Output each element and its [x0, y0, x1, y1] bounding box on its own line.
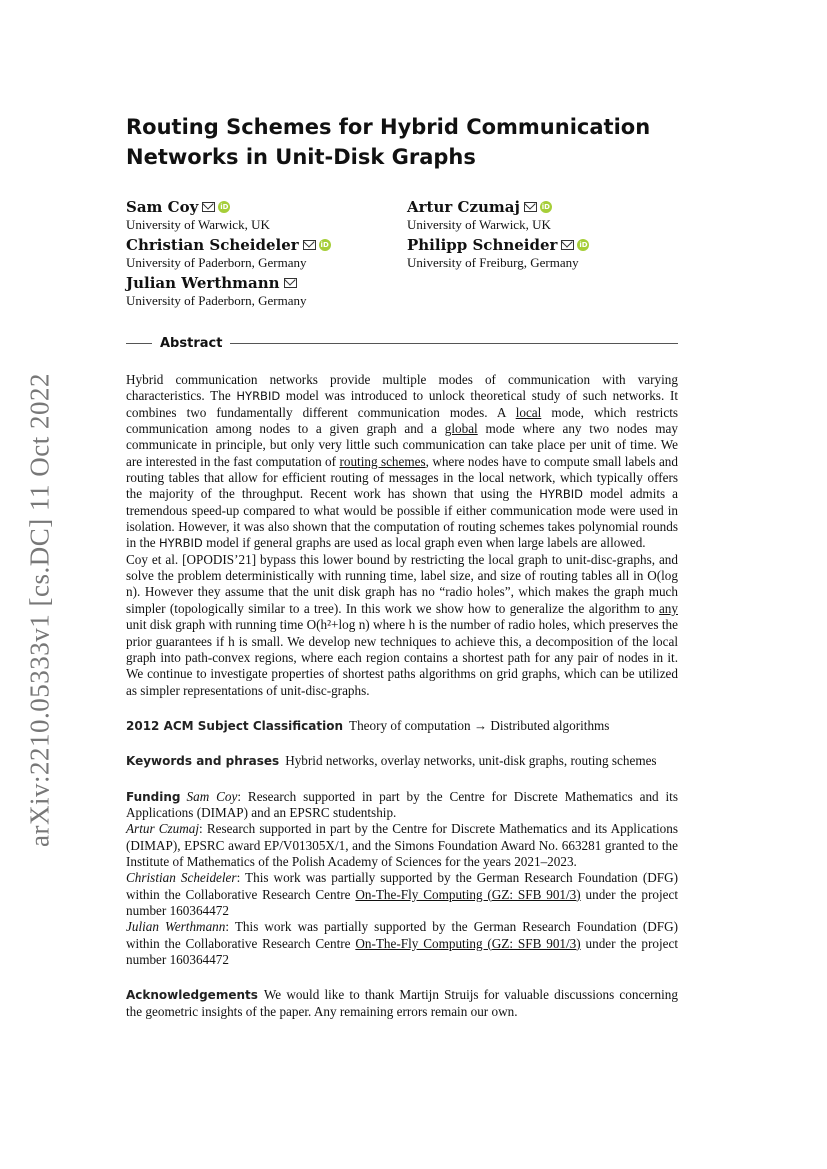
arxiv-identifier: arXiv:2210.05333v1 [cs.DC] 11 Oct 2022	[24, 373, 55, 847]
envelope-icon[interactable]	[303, 240, 316, 250]
author-entry	[126, 274, 307, 309]
author-name: Philipp Schneider	[407, 236, 558, 254]
orcid-icon[interactable]: iD	[541, 203, 550, 211]
divider	[230, 343, 678, 344]
author-affiliation: University of Paderborn, Germany	[126, 293, 307, 308]
acknowledgements	[126, 987, 678, 1020]
abstract-paragraph: Coy et al. [OPODIS’21] bypass this lower bound by restricting the local graph to unit-disc-graphs, and solve the problem deterministically with running time, label size, and size of routing tables all in O(log n). However they assume that the unit disk graph has no “radio holes”, which makes the graph much simpler (topologically similar to a tree). In this work we show how to generalize the algorithm to any unit disk graph with running time O(h²+log n) where h is the number of radio holes, which preserves the prior guarantees if h is small. We develop new techniques to achieve this, a decomposition of the local graph into path-convex regions, where each region contains a shortest path for any pair of nodes in it. We continue to investigate properties of shortest paths algorithms on grid graphs, which can be utilized as simpler representations of unit-disc-graphs.	[126, 551, 678, 698]
paper-title: Routing Schemes for Hybrid Communication Networks in Unit-Disk Graphs	[126, 115, 651, 169]
author-entry	[126, 198, 270, 233]
orcid-icon[interactable]: iD	[220, 203, 229, 211]
paper-page	[126, 112, 678, 1020]
otf-link[interactable]: On-The-Fly Computing (GZ: SFB 901/3)	[355, 886, 581, 902]
model-name: HYRBID	[158, 536, 203, 551]
abstract-heading	[126, 336, 678, 351]
abstract-body	[126, 372, 678, 699]
author-affiliation: University of Warwick, UK	[126, 217, 270, 232]
acm-classification	[126, 718, 678, 734]
keywords	[126, 753, 678, 769]
model-name: HYRBID	[236, 389, 281, 404]
author-affiliation: University of Paderborn, Germany	[126, 255, 307, 270]
author-affiliation: University of Warwick, UK	[407, 217, 551, 232]
author-entry	[126, 236, 331, 271]
keywords-text: Hybrid networks, overlay networks, unit-disk graphs, routing schemes	[285, 753, 657, 769]
acm-text: Theory of computation → Distributed algorithms	[349, 717, 610, 733]
funding-entry: Artur Czumaj: Research supported in part by the Centre for Discrete Mathematics and its Applications (DIMAP), EPSRC award EP/V01305X/1, and the Simons Foundation Award No. 663281 granted to the Institute of Mathematics of the Polish Academy of Sciences for the years 2021–2023.	[126, 821, 678, 869]
funding-entry: Julian Werthmann: This work was partially supported by the German Research Foundation (DFG) within the Collaborative Research Centre On-The-Fly Computing (GZ: SFB 901/3) under the project number 160364472	[126, 919, 678, 967]
envelope-icon[interactable]	[202, 202, 215, 212]
author-block	[126, 198, 678, 316]
acm-label: 2012 ACM Subject Classification	[126, 718, 344, 733]
funding-section	[126, 789, 678, 969]
author-affiliation: University of Freiburg, Germany	[407, 255, 579, 270]
arxiv-sidebar	[20, 360, 60, 860]
envelope-icon[interactable]	[561, 240, 574, 250]
keywords-label: Keywords and phrases	[126, 754, 280, 769]
funding-label: Funding	[126, 789, 181, 804]
envelope-icon[interactable]	[524, 202, 537, 212]
acknowledgements-label: Acknowledgements	[126, 988, 258, 1003]
orcid-icon[interactable]: iD	[320, 241, 329, 249]
model-name: HYRBID	[539, 487, 584, 502]
acknowledgements-text: We would like to thank Martijn Struijs for valuable discussions concerning the geometric insights of the paper. Any remaining errors remain our own.	[126, 987, 678, 1019]
otf-link[interactable]: On-The-Fly Computing (GZ: SFB 901/3)	[355, 935, 581, 951]
funding-entry: Christian Scheideler: This work was partially supported by the German Research Foundation (DFG) within the Collaborative Research Centre On-The-Fly Computing (GZ: SFB 901/3) under the project number 160364472	[126, 870, 678, 918]
divider	[126, 343, 152, 344]
author-entry	[407, 198, 552, 233]
author-name: Artur Czumaj	[407, 198, 520, 216]
author-entry	[407, 236, 589, 271]
author-name: Sam Coy	[126, 198, 199, 216]
abstract-label: Abstract	[160, 336, 223, 351]
funding-entry: Funding Sam Coy: Research supported in part by the Centre for Discrete Mathematics and its Applications (DIMAP) and an EPSRC studentship.	[126, 788, 678, 820]
author-name: Christian Scheideler	[126, 236, 299, 254]
envelope-icon[interactable]	[284, 278, 297, 288]
abstract-paragraph: Hybrid communication networks provide multiple modes of communication with varying characteristics. The HYRBID model was introduced to unlock theoretical study of such networks. It combines two fundamentally different communication modes. A local mode, which restricts communication among nodes to a given graph and a global mode where any two nodes may communicate in principle, but only very little such communication can take place per unit of time. We are interested in the fast computation of routing schemes, where nodes have to compute small labels and routing tables that allow for efficient routing of messages in the local network, which typically offers the majority of the throughput. Recent work has shown that using the HYRBID model admits a tremendous speed-up compared to what would be possible if either communication mode were used in isolation. However, it was also shown that the computation of routing schemes takes polynomial rounds in the HYRBID model if general graphs are used as local graph even when large labels are allowed.	[126, 372, 679, 551]
author-name: Julian Werthmann	[126, 274, 280, 292]
orcid-icon[interactable]: iD	[579, 241, 588, 249]
